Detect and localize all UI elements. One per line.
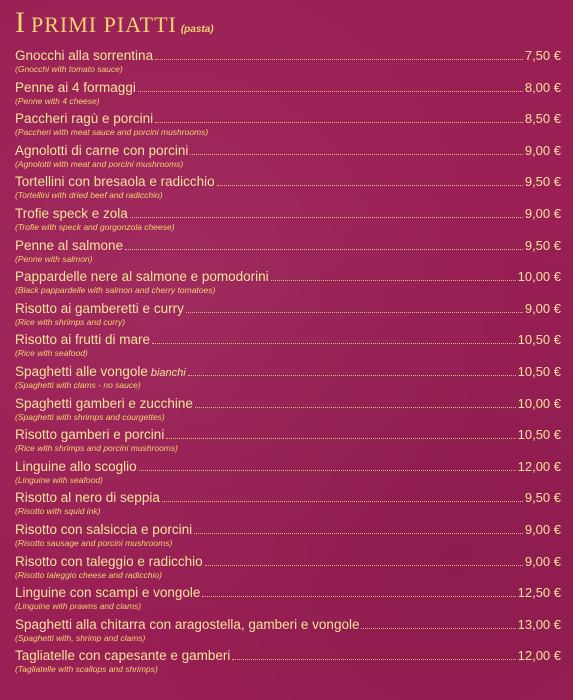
dish-name: Risotto gamberi e porcini (15, 427, 165, 443)
menu-item-line (15, 459, 561, 476)
dish-name: Spaghetti gamberi e zucchine (15, 395, 193, 411)
menu-item-line (15, 48, 561, 65)
menu-item-line (15, 269, 561, 286)
menu-item (15, 143, 561, 175)
dish-price: 9,00 € (524, 521, 561, 537)
dish-description: (Agnolotti with meat and porcini mushrooms) (15, 158, 184, 169)
dish-price: 10,00 € (517, 395, 561, 411)
menu-item-line (15, 332, 561, 349)
dish-name: Risotto ai gamberetti e curry (15, 300, 184, 316)
dot-leader (232, 659, 515, 660)
dot-leader (152, 343, 516, 344)
dish-description: (Rice with shrimps and curry) (15, 316, 126, 327)
dot-leader (271, 280, 516, 281)
dish-price: 9,50 € (524, 237, 561, 253)
section-subtitle: (pasta) (180, 24, 214, 35)
dish-name: Agnolotti di carne con porcini (15, 142, 189, 158)
dot-leader (217, 185, 523, 186)
dish-name: Trofie speck e zola (15, 205, 128, 221)
dish-price: 9,00 € (524, 142, 561, 158)
menu-item-line (15, 238, 561, 255)
section-numeral: I (15, 6, 25, 39)
menu-item-line (15, 522, 561, 539)
menu-item-line (15, 80, 561, 97)
dish-description: (Risotto taleggio cheese and radicchio) (15, 569, 162, 580)
dish-description: (Spaghetti with, shrimp and clams) (15, 632, 146, 643)
menu-item (15, 522, 561, 554)
section-title: PRIMI PIATTI (31, 12, 177, 37)
dish-description: (Penne with 4 cheese) (15, 95, 100, 106)
dish-price: 9,00 € (524, 205, 561, 221)
menu-item (15, 174, 561, 206)
menu-item (15, 427, 561, 459)
menu-item-list (15, 48, 561, 680)
dish-price: 10,00 € (517, 269, 561, 285)
dish-price: 8,00 € (524, 79, 561, 95)
dish-description: (Tagliatelle with scallops and shrimps) (15, 664, 158, 675)
dot-leader (195, 407, 516, 408)
dot-leader (190, 154, 522, 155)
dish-name: Tortellini con bresaola e radicchio (15, 174, 215, 190)
dish-description: (Linguine with seafood) (15, 474, 103, 485)
menu-item-line (15, 427, 561, 444)
dish-description: (Rice with seafood) (15, 348, 88, 359)
dish-price: 10,50 € (517, 332, 561, 348)
dish-name: Linguine con scampi e vongole (15, 585, 201, 601)
menu-item-line (15, 143, 561, 160)
dish-name: Spaghetti alle vongole (15, 363, 148, 379)
dish-price: 13,00 € (517, 616, 561, 632)
dish-name: Paccheri ragù e porcini (15, 111, 154, 127)
menu-item (15, 396, 561, 428)
dish-price: 10,50 € (517, 427, 561, 443)
dish-price: 7,50 € (524, 48, 561, 63)
menu-item (15, 269, 561, 301)
menu-item-line (15, 617, 561, 634)
dish-name: Spaghetti alla chitarra con aragostella, gamberi e vongole (15, 616, 360, 632)
menu-item (15, 364, 561, 396)
dot-leader (202, 596, 515, 597)
dish-name: Risotto con salsiccia e porcini (15, 521, 193, 537)
menu-item (15, 206, 561, 238)
menu-item-line (15, 585, 561, 602)
dish-name-note: bianchi (150, 366, 186, 379)
dot-leader (205, 565, 523, 566)
dish-name: Risotto al nero di seppia (15, 490, 160, 506)
dot-leader (166, 438, 515, 439)
dish-description: (Risotto sausage and porcini mushrooms) (15, 537, 173, 548)
menu-item (15, 238, 561, 270)
section-header (15, 6, 561, 42)
menu-item-line (15, 396, 561, 413)
dish-description: (Black pappardelle with salmon and cherry tomatoes) (15, 285, 216, 296)
menu-item-line (15, 490, 561, 507)
dot-leader (186, 312, 523, 313)
dish-price: 9,00 € (524, 553, 561, 569)
dot-leader (361, 628, 515, 629)
dot-leader (138, 91, 523, 92)
dish-description: (Linguine with prawns and clams) (15, 601, 142, 612)
dot-leader (130, 217, 523, 218)
dot-leader (162, 501, 523, 502)
dish-description: (Paccheri with meat sauce and porcini mushrooms) (15, 127, 209, 138)
dish-name: Gnocchi alla sorrentina (15, 48, 154, 63)
dish-price: 8,50 € (524, 111, 561, 127)
dish-name: Linguine allo scoglio (15, 458, 137, 474)
menu-item (15, 617, 561, 649)
menu-item (15, 490, 561, 522)
dish-price: 12,00 € (517, 458, 561, 474)
dot-leader (125, 249, 523, 250)
menu-item (15, 459, 561, 491)
dish-name: Risotto con taleggio e radicchio (15, 553, 203, 569)
dish-price: 12,50 € (517, 585, 561, 601)
dish-name: Pappardelle nere al salmone e pomodorini (15, 269, 269, 285)
dot-leader (155, 59, 523, 60)
dish-price: 9,00 € (524, 300, 561, 316)
dot-leader (155, 122, 523, 123)
dish-description: (Trofie with speck and gorgonzola cheese) (15, 221, 175, 232)
menu-item (15, 648, 561, 680)
dot-leader (139, 470, 516, 471)
menu-item-line (15, 301, 561, 318)
dish-description: (Tortellini with dried beef and radicchio) (15, 190, 163, 201)
dish-name: Penne al salmone (15, 237, 124, 253)
dish-description: (Spaghetti with clams - no sauce) (15, 379, 141, 390)
dot-leader (188, 375, 516, 376)
menu-item (15, 111, 561, 143)
menu-item-line (15, 174, 561, 191)
menu-item-line (15, 206, 561, 223)
menu-item (15, 301, 561, 333)
dish-description: (Rice with shrimps and porcini mushrooms) (15, 443, 178, 454)
menu-item (15, 585, 561, 617)
menu-item (15, 554, 561, 586)
dish-price: 12,00 € (517, 648, 561, 664)
menu-item (15, 48, 561, 80)
menu-item-line (15, 111, 561, 128)
menu-item (15, 80, 561, 112)
dish-price: 9,50 € (524, 490, 561, 506)
menu-item (15, 332, 561, 364)
menu-item-line (15, 554, 561, 571)
dish-name: Tagliatelle con capesante e gamberi (15, 648, 231, 664)
dish-price: 9,50 € (524, 174, 561, 190)
menu-item-line (15, 364, 561, 381)
dish-name: Risotto ai frutti di mare (15, 332, 151, 348)
dot-leader (194, 533, 523, 534)
dish-description: (Penne with salmon) (15, 253, 93, 264)
dish-price: 10,50 € (517, 363, 561, 379)
menu-item-line (15, 648, 561, 665)
dish-description: (Spaghetti with shrimps and courgettes) (15, 411, 165, 422)
dish-description: (Gnocchi with tomato sauce) (15, 64, 123, 74)
dish-name: Penne ai 4 formaggi (15, 79, 136, 95)
dish-description: (Risotto with squid ink) (15, 506, 101, 517)
